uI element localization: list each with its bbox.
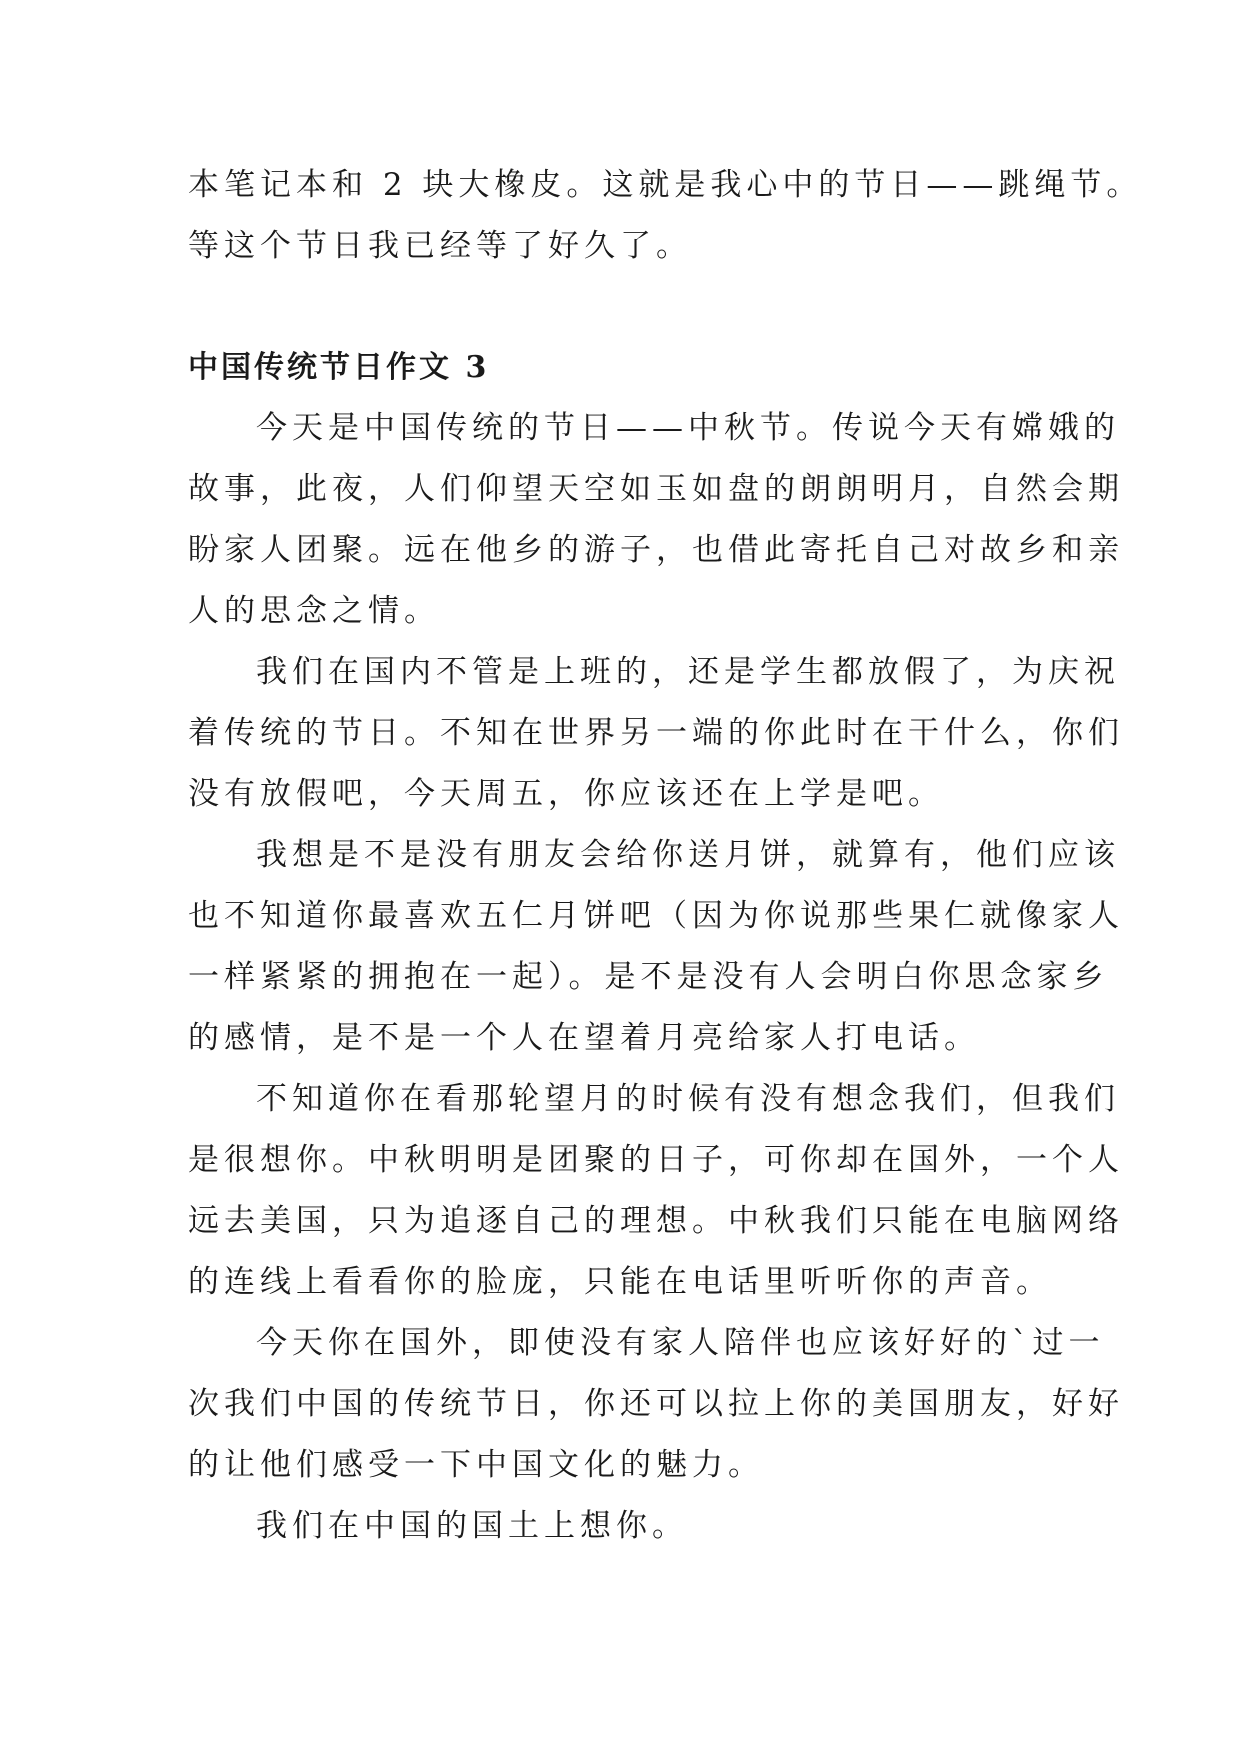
paragraph-4-line-1: 不知道你在看那轮望月的时候有没有想念我们，但我们 xyxy=(256,1081,1120,1117)
paragraph-1-line-2: 故事，此夜，人们仰望天空如玉如盘的朗朗明月，自然会期 xyxy=(188,471,1124,507)
paragraph-3-line-1: 我想是不是没有朋友会给你送月饼，就算有，他们应该 xyxy=(256,837,1120,873)
section-title: 中国传统节日作文 3 xyxy=(188,350,490,385)
paragraph-4-line-4: 的连线上看看你的脸庞，只能在电话里听听你的声音。 xyxy=(188,1264,1052,1300)
paragraph-3-line-3: 一样紧紧的拥抱在一起）。是不是没有人会明白你思念家乡 xyxy=(188,959,1109,995)
paragraph-2-line-1: 我们在国内不管是上班的，还是学生都放假了，为庆祝 xyxy=(256,654,1120,690)
text-line: 本笔记本和 2 块大橡皮。这就是我心中的节日——跳绳节。 xyxy=(188,167,1143,203)
paragraph-4-line-3: 远去美国，只为追逐自己的理想。中秋我们只能在电脑网络 xyxy=(188,1203,1124,1239)
paragraph-2-line-2: 着传统的节日。不知在世界另一端的你此时在干什么，你们 xyxy=(188,715,1124,751)
paragraph-1-line-1: 今天是中国传统的节日——中秋节。传说今天有嫦娥的 xyxy=(256,410,1120,446)
paragraph-1-line-3: 盼家人团聚。远在他乡的游子，也借此寄托自己对故乡和亲 xyxy=(188,532,1124,568)
paragraph-6-line-1: 我们在中国的国土上想你。 xyxy=(256,1508,688,1544)
continuation-paragraph xyxy=(188,155,1143,277)
essay-body xyxy=(188,398,1124,1557)
paragraph-5-line-1: 今天你在国外，即使没有家人陪伴也应该好好的`过一 xyxy=(256,1325,1105,1361)
paragraph-2-line-3: 没有放假吧，今天周五，你应该还在上学是吧。 xyxy=(188,776,944,812)
paragraph-3-line-2: 也不知道你最喜欢五仁月饼吧（因为你说那些果仁就像家人 xyxy=(188,898,1124,934)
paragraph-5-line-2: 次我们中国的传统节日，你还可以拉上你的美国朋友，好好 xyxy=(188,1386,1124,1422)
paragraph-5-line-3: 的让他们感受一下中国文化的魅力。 xyxy=(188,1447,764,1483)
paragraph-4-line-2: 是很想你。中秋明明是团聚的日子，可你却在国外，一个人 xyxy=(188,1142,1124,1178)
text-line: 等这个节日我已经等了好久了。 xyxy=(188,228,692,264)
paragraph-3-line-4: 的感情，是不是一个人在望着月亮给家人打电话。 xyxy=(188,1020,980,1056)
paragraph-1-line-4: 人的思念之情。 xyxy=(188,593,440,629)
